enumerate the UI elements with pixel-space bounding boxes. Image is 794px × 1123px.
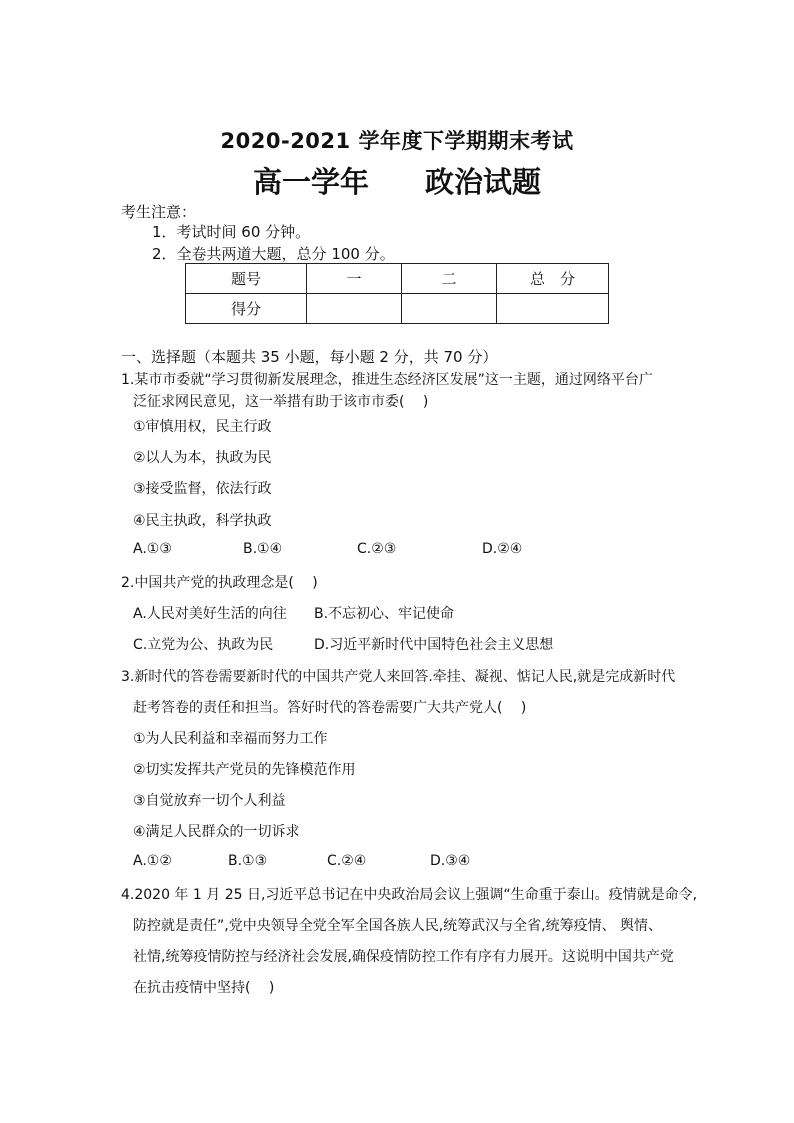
table-cell: 二 — [402, 264, 497, 294]
score-table-header-row — [186, 264, 609, 294]
exam-title: 2020-2021 学年度下学期期末考试 — [220, 129, 574, 153]
question-1-stem: 1.某市市委就“学习贯彻新发展理念，推进生态经济区发展”这一主题，通过网络平台广 — [121, 372, 653, 388]
exam-subtitle — [0, 160, 794, 201]
question-1-stem-cont: 泛征求网民意见，这一举措有助于该市市委( ) — [133, 394, 429, 410]
question-4-stem: 4.2020 年 1 月 25 日,习近平总书记在中央政治局会议上强调“生命重于泰山。疫情就是命令, — [121, 887, 698, 903]
q1-option-b[interactable]: B.①④ — [243, 541, 283, 557]
question-4-stem-cont-3: 在抗击疫情中坚持( ) — [133, 980, 275, 996]
q2-option-b[interactable]: B.不忘初心、牢记使命 — [314, 606, 455, 622]
q1-option-c[interactable]: C.②③ — [357, 541, 397, 557]
q2-option-d[interactable]: D.习近平新时代中国特色社会主义思想 — [314, 637, 554, 653]
score-input-cell[interactable] — [402, 294, 497, 324]
question-2-stem: 2.中国共产党的执政理念是( ) — [121, 575, 318, 591]
notice-label: 考生注意： — [121, 203, 197, 221]
notice-item-2: 2．全卷共两道大题，总分 100 分。 — [152, 245, 395, 263]
q1-statement-3: ③接受监督，依法行政 — [133, 481, 272, 497]
notice-item-1: 1．考试时间 60 分钟。 — [152, 223, 311, 241]
grade-label: 高一学年 — [252, 165, 369, 199]
score-input-cell[interactable] — [307, 294, 402, 324]
q2-option-a[interactable]: A.人民对美好生活的向往 — [133, 606, 287, 622]
q1-option-d[interactable]: D.②④ — [482, 541, 523, 557]
score-table-score-row — [186, 294, 609, 324]
subject-label: 政治试题 — [425, 165, 542, 199]
table-cell: 得分 — [186, 294, 307, 324]
score-input-cell[interactable] — [497, 294, 609, 324]
q1-option-a[interactable]: A.①③ — [133, 541, 172, 557]
q3-statement-4: ④满足人民群众的一切诉求 — [133, 824, 300, 840]
question-4-stem-cont-1: 防控就是责任”,党中央领导全党全军全国各族人民,统筹武汉与全省,统筹疫情、 舆情、 — [133, 918, 663, 934]
q2-option-c[interactable]: C.立党为公、执政为民 — [133, 637, 274, 653]
question-3-stem-cont: 赶考答卷的责任和担当。答好时代的答卷需要广大共产党人( ) — [133, 700, 527, 716]
table-cell: 题号 — [186, 264, 307, 294]
q3-option-b[interactable]: B.①③ — [228, 853, 268, 869]
question-3-stem: 3.新时代的答卷需要新时代的中国共产党人来回答.牵挂、凝视、惦记人民,就是完成新时代 — [121, 669, 676, 685]
score-table — [185, 263, 609, 324]
q3-statement-2: ②切实发挥共产党员的先锋模范作用 — [133, 762, 356, 778]
section-heading: 一、选择题（本题共 35 小题，每小题 2 分，共 70 分） — [121, 348, 498, 366]
q1-statement-2: ②以人为本，执政为民 — [133, 450, 272, 466]
q3-statement-3: ③自觉放弃一切个人利益 — [133, 793, 286, 809]
question-4-stem-cont-2: 社情,统筹疫情防控与经济社会发展,确保疫情防控工作有序有力展开。这说明中国共产党 — [133, 949, 674, 965]
q1-statement-1: ①审慎用权，民主行政 — [133, 419, 272, 435]
q1-statement-4: ④民主执政，科学执政 — [133, 513, 272, 529]
table-cell: 一 — [307, 264, 402, 294]
table-cell: 总 分 — [497, 264, 609, 294]
q3-option-d[interactable]: D.③④ — [430, 853, 471, 869]
q3-option-c[interactable]: C.②④ — [327, 853, 367, 869]
q3-option-a[interactable]: A.①② — [133, 853, 172, 869]
q3-statement-1: ①为人民利益和幸福而努力工作 — [133, 731, 328, 747]
